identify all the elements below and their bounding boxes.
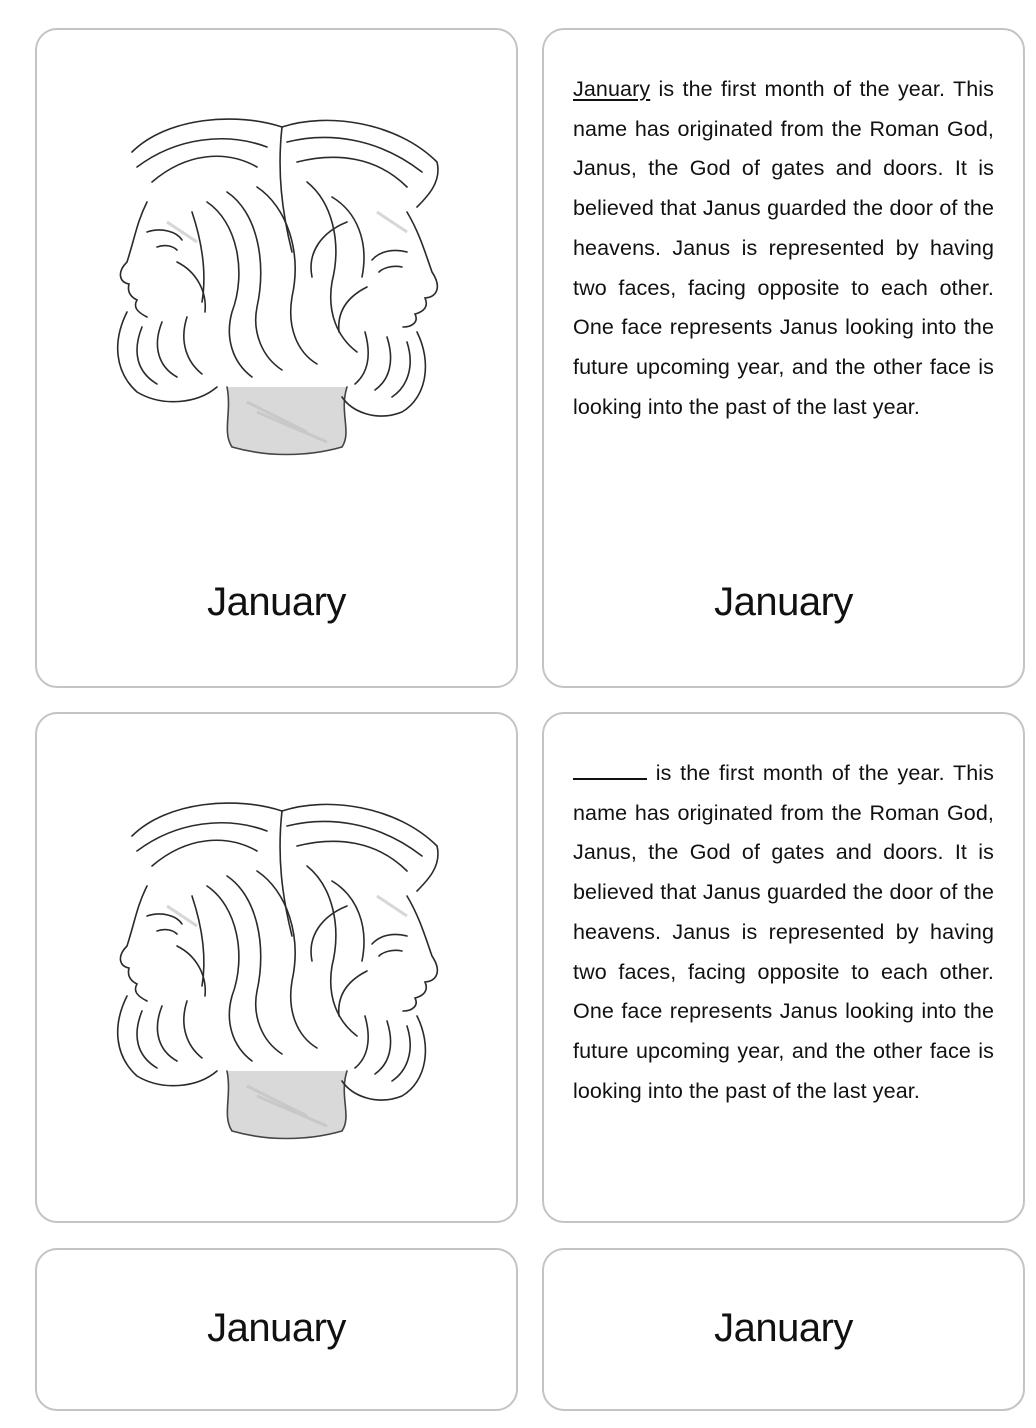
definition-text: is the first month of the year. This name has originated from the Roman God, Janus, the God of gates and doors. It is believed that Janus guarded the door of the heavens. Janus is represented by having two faces, facing opposite to each other. One face represents Janus looking into the future upcoming year, and the other face is looking into the past of the last year. <box>573 77 994 419</box>
definition-paragraph <box>573 70 994 427</box>
month-label: January <box>207 580 346 624</box>
fill-in-definition-card <box>542 712 1025 1223</box>
definition-text: is the first month of the year. This name has originated from the Roman God, Janus, the God of gates and doors. It is believed that Janus guarded the door of the heavens. Janus is represented by having two faces, facing opposite to each other. One face represents Janus looking into the future upcoming year, and the other face is looking into the past of the last year. <box>573 761 994 1103</box>
definition-card <box>542 28 1025 688</box>
picture-label-card <box>35 28 518 688</box>
janus-illustration-icon <box>107 796 452 1146</box>
definition-paragraph <box>573 754 994 1111</box>
label-card-right <box>542 1248 1025 1411</box>
picture-card <box>35 712 518 1223</box>
answer-blank <box>573 760 647 780</box>
month-label: January <box>207 1306 346 1350</box>
label-card-left <box>35 1248 518 1411</box>
month-label: January <box>714 1306 853 1350</box>
janus-illustration-icon <box>107 112 452 462</box>
term-underlined: January <box>573 77 651 101</box>
month-label: January <box>714 580 853 624</box>
